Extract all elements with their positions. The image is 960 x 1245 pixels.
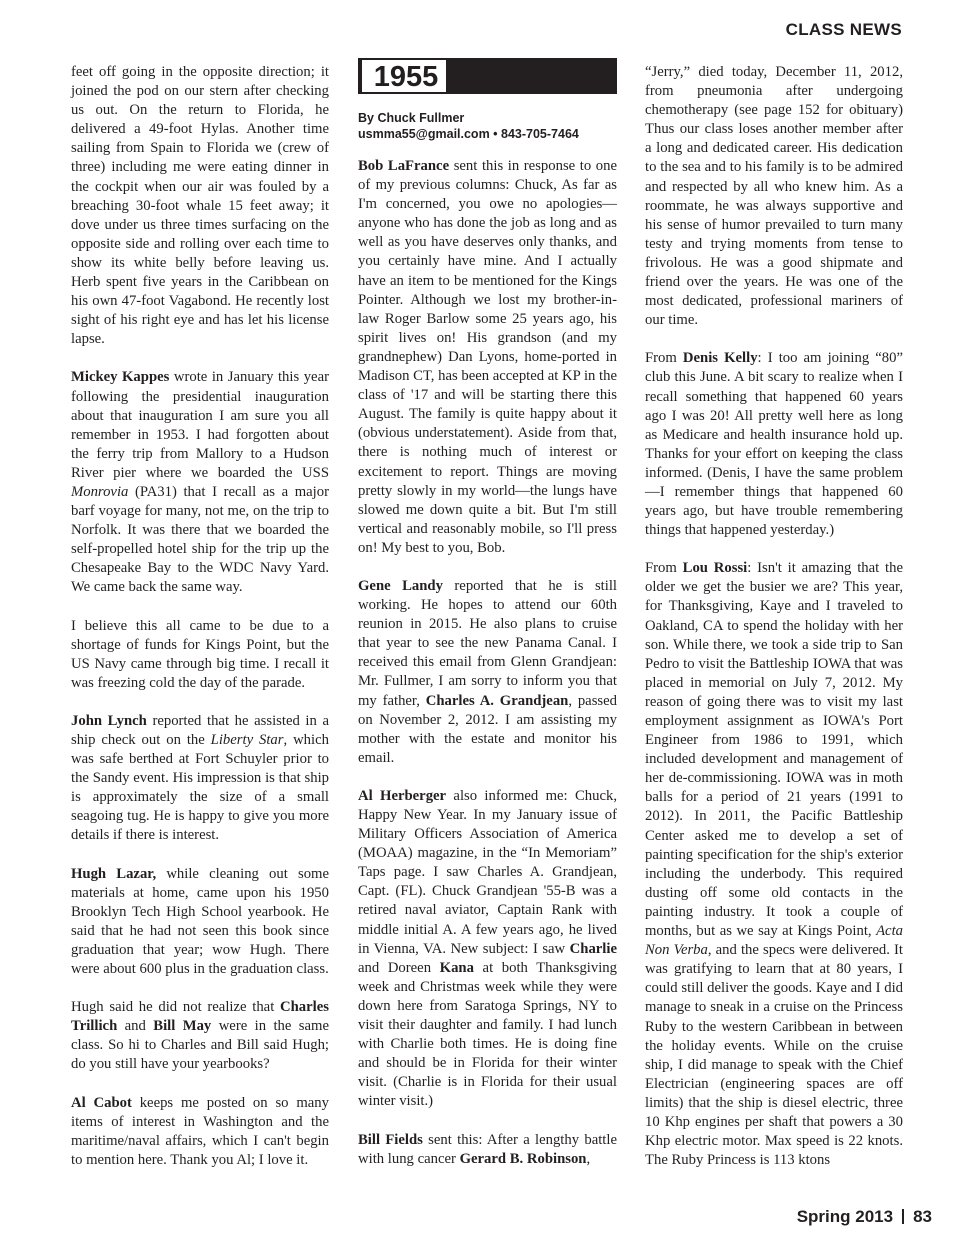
paragraph: Al Cabot keeps me posted on so many items of interest in Washington and the maritime/naval affairs, which I can't begin to mention here. Thank you Al; I love it.: [71, 1094, 329, 1168]
author-name: By Chuck Fullmer: [358, 111, 465, 125]
class-year-banner: [358, 58, 617, 94]
section-header: CLASS NEWS: [785, 20, 902, 39]
column-middle: [358, 157, 617, 1188]
paragraph: feet off going in the opposite direction; it joined the pod on our stern after checking us out. On the return to Florida, he delivered a 49-foot Hylas. Another time sailing from Spain to Florida we (crew of three) including me were eating dinner in the cockpit when our air was fouled by a breaching 30-foot whale 15 feet away; it dove under us three times surfacing on the opposite side and rolling over each time to show its white belly before leaving us. Herb spent five years in the Caribbean on his own 47-foot Vagabond. He recently lost sight of his right eye and has let his license lapse.: [71, 64, 329, 348]
paragraph: Mickey Kappes wrote in January this year following the presidential inauguration about that inauguration I am sure you all remember in 1953. I had forgotten about the ferry trip from Mallory to a Hudson River pier where we boarded the USS Monrovia (PA31) that I recall as a major barf voyage for many, not me, on the trip to Norfolk. It was there that we boarded the self-propelled hotel ship for the trip up the Chesapeake Bay to the WDC Navy Yard. We came back the same way.: [71, 369, 329, 596]
column-left: [71, 63, 329, 1189]
paragraph: John Lynch reported that he assisted in a ship check out on the Liberty Star, which was safe berthed at Fort Schuyler prior to the Sandy event. His impression is that ship is approximately the size of a small seagoing tug. He is happy to give you more details if there is interest.: [71, 712, 329, 844]
byline: [358, 110, 628, 142]
paragraph: From Lou Rossi: Isn't it amazing that the older we get the busier we are? This year, for Thanksgiving, Kaye and I traveled to Oakland, CA to spend the holiday with her son. While there, we took a side trip to San Pedro to visit the Battleship IOWA that was placed in memorial on July 7, 2012. My reason of going there was to visit my last employment assignment as IOWA's Port Engineer from 1986 to 1991, which included development and management of her de-commissioning. IOWA was in moth balls for a period of 21 years (1991 to 2012). In 2011, the Pacific Battleship Center asked me to develop a set of painting specification for the ship's exterior including the underbody. This required dusting off some old contacts in the painting industry. It took a couple of months, but as we say at Kings Point, Acta Non Verba, and the specs were delivered. It was gratifying to learn that at 80 years, I could still deliver the goods. Kaye and I did manage to sneak in a cruise on the Princess Ruby to the western Caribbean in between the holiday events. While on the cruise ship, I did manage to speak with the Chief Electrician (engineering spaces are off limits) that the ship is diesel electric, three 10 Khp engines per shaft that powers a 30 Khp electric motor. Max speed is 22 knots. The Ruby Princess is 113 ktons: [645, 560, 903, 1169]
class-year-label-box: [360, 58, 448, 94]
issue-label: Spring 2013: [796, 1207, 894, 1226]
page-number: 83: [913, 1207, 932, 1226]
column-right: [645, 63, 903, 1189]
footer-divider: [902, 1209, 904, 1224]
paragraph: Bob LaFrance sent this in response to one of my previous columns: Chuck, As far as I'm concerned, you owe no apologies—anyone who has done the job as long and as well as you have deserves only thanks, and you certainly have mine. And I actually have an item to be mentioned for the Kings Pointer. Although we lost my brother-in-law Roger Barlow some 25 years ago, his spirit lives on! His grandson (and my grandnephew) Dan Lyons, home-ported in Madison CT, has been accepted at KP in the class of '17 and will be starting there this August. The family is quite happy about it (obvious understatement). Aside from that, there is nothing much of interest or excitement to report. Things are moving pretty slowly in my world—the lungs have slowed me down quite a bit. But I'm still vertical and reasonably mobile, so I'll press on! My best to you, Bob.: [358, 158, 617, 556]
paragraph: Hugh said he did not realize that Charles Trillich and Bill May were in the same class. So hi to Charles and Bill said Hugh; do you still have your yearbooks?: [71, 999, 329, 1073]
author-contact: usmma55@gmail.com • 843-705-7464: [358, 127, 579, 141]
paragraph: Bill Fields sent this: After a lengthy battle with lung cancer Gerard B. Robinson,: [358, 1131, 617, 1167]
paragraph: I believe this all came to be due to a shortage of funds for Kings Point, but the US Navy came through big time. I recall it was freezing cold the day of the parade.: [71, 617, 329, 691]
class-year: 1955: [373, 61, 439, 93]
paragraph: Hugh Lazar, while cleaning out some materials at home, came upon his 1950 Brooklyn Tech High School yearbook. He said that he had not seen this book since graduation that year; wow Hugh. There were about 600 plus in the graduation class.: [71, 865, 330, 978]
paragraph: From Denis Kelly: I too am joining “80” club this June. A bit scary to realize when I recall something that happened 60 years ago I was 20! All pretty well here as long as Medicare and health insurance hold up. Thanks for your effort on keeping the class informed. (Denis, I have the same problem—I remember things that happened 60 years ago, but have trouble remembering things that happened yesterday.): [645, 350, 903, 539]
paragraph: Gene Landy reported that he is still working. He hopes to attend our 60th reunion in 2015. He also plans to cruise that year to see the new Panama Canal. I received this email from Glenn Grandjean: Mr. Fullmer, I am sorry to inform you that my father, Charles A. Grandjean, passed on November 2, 2012. I am assisting my mother with the estate and monitor his email.: [358, 577, 618, 766]
paragraph: Al Herberger also informed me: Chuck, Happy New Year. In my January issue of Military Officers Association of America (MOAA) magazine, in the “In Memoriam” Taps page. I saw Charles A. Grandjean, Capt. (FL). Chuck Grandjean '55-B was a retired naval aviator, Captain Rank with middle initial A. A few years ago, he lived in Vienna, VA. New subject: I saw Charlie and Doreen Kana at both Thanksgiving week and Christmas week while they were down here from Saratoga Springs, NY to visit their daughter and family. I had lunch with Charlie both times. He is doing fine and should be in Florida for their winter visit. (Charlie is in Florida for their usual winter visit.): [358, 787, 617, 1110]
page-footer: [797, 1207, 932, 1227]
paragraph: “Jerry,” died today, December 11, 2012, from pneumonia after undergoing chemotherapy (see page 152 for obituary) Thus our class loses another member after a long and dedicated career. His dedication to the sea and to his family is to be admired and respected by all who knew him. As a roommate, he was always supportive and his sense of humor prevailed to turn many testy and trying moments from tense to frivolous. He was a good shipmate and friend over the years. He was one of the most dedicated, professional mariners of our time.: [645, 64, 903, 329]
